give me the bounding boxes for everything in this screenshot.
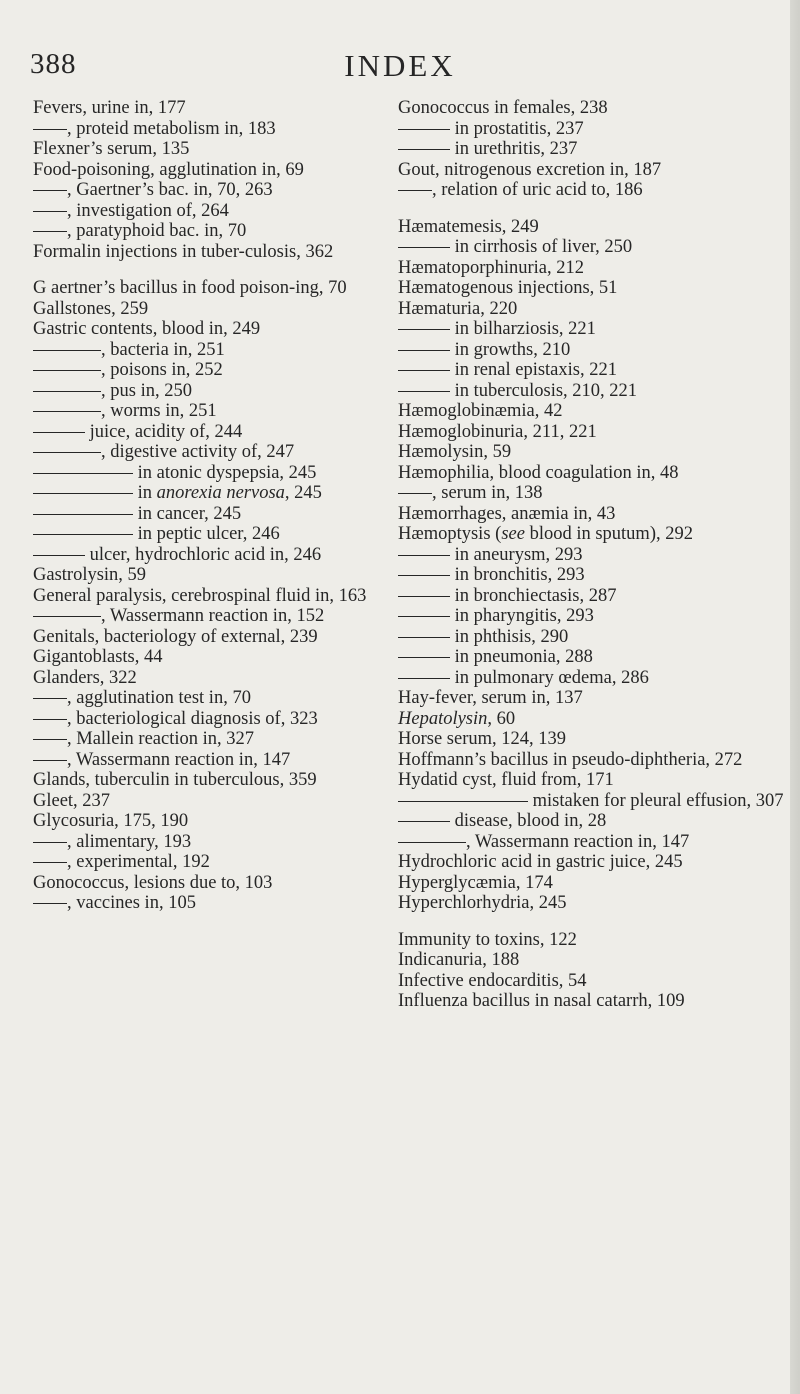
ditto-dash [398,801,528,802]
section-gap [398,201,790,217]
entry-text: in cirrhosis of liver, 250 [450,237,633,257]
ditto-dash [398,129,450,130]
index-entry [398,791,790,812]
ditto-dash [33,370,101,371]
entry-text: in pneumonia, 288 [450,647,593,667]
entry-italic-text: anorexia nervosa [156,483,285,503]
entry-italic-text: see [501,524,525,544]
entry-text: Hæmoglobinæmia, 42 [398,401,563,421]
index-entry [33,221,388,242]
index-entry [398,237,790,258]
entry-text: Gastric contents, blood in, 249 [33,319,261,339]
index-entry [398,565,790,586]
ditto-dash [33,211,67,212]
index-entry [398,709,790,730]
index-entry [398,991,790,1012]
entry-text: in bronchitis, 293 [450,565,585,585]
index-entry [33,565,388,586]
entry-text: Gout, nitrogenous excretion in, 187 [398,159,662,180]
entry-text: , vaccines in, 105 [67,893,196,913]
entry-text: Fevers, urine in, 177 [33,98,186,118]
entry-text: ulcer, hydrochloric acid in, 246 [85,544,322,565]
ditto-dash [398,149,450,150]
entry-text: , Gaertner’s bac. in, 70, 263 [67,180,273,200]
index-entry [398,180,790,201]
index-entry [398,971,790,992]
index-entry [398,524,790,545]
index-column-right [398,98,790,1012]
entry-text: Hæmophilia, blood coagulation in, 48 [398,462,679,483]
index-entry [398,930,790,951]
ditto-dash [33,432,85,433]
entry-text: in pulmonary œdema, 286 [450,667,649,688]
index-entry [33,180,388,201]
entry-text: Genitals, bacteriology of external, 239 [33,626,318,647]
entry-text: , proteid metabolism in, 183 [67,118,276,139]
section-gap [33,262,388,278]
index-entry [33,201,388,222]
index-entry [398,950,790,971]
index-entry [398,139,790,160]
entry-text: , bacteria in, 251 [101,339,225,360]
ditto-dash [398,555,450,556]
index-entry [33,483,388,504]
ditto-dash [398,190,432,191]
entry-text: in [133,483,157,503]
entry-text: in tuberculosis, 210, 221 [450,380,638,401]
page-edge [790,0,800,1394]
index-entry [398,360,790,381]
entry-text: Glycosuria, 175, 190 [33,811,189,831]
ditto-dash [398,247,450,248]
index-entry [398,647,790,668]
index-entry [398,729,790,750]
index-entry [33,442,388,463]
index-entry [33,647,388,668]
index-entry [33,98,388,119]
entry-text: in prostatitis, 237 [450,118,584,139]
index-entry [398,873,790,894]
entry-text: , pus in, 250 [101,380,192,401]
index-entry [398,688,790,709]
index-entry [33,242,388,263]
index-entry [33,709,388,730]
entry-text: Formalin injections in tuber-culosis, 362 [33,241,334,262]
ditto-dash [398,616,450,617]
entry-text: Gonococcus in females, 238 [398,98,608,118]
index-entry [398,893,790,914]
index-entry [33,770,388,791]
entry-italic-text: Hepatolysin [398,708,488,729]
entry-text: Horse serum, 124, 139 [398,729,567,749]
index-entry [33,668,388,689]
entry-text: Gleet, 237 [33,790,111,811]
index-entry [398,258,790,279]
index-entry [398,340,790,361]
ditto-dash [33,616,101,617]
index-entry [398,770,790,791]
index-entry [398,750,790,771]
index-entry [33,401,388,422]
entry-text: Hyperglycæmia, 174 [398,872,553,893]
entry-text: Gigantoblasts, 44 [33,647,163,667]
entry-text: Hæmolysin, 59 [398,442,512,462]
entry-text: , alimentary, 193 [67,831,192,852]
entry-text: juice, acidity of, 244 [85,421,243,442]
entry-text: , Wassermann reaction in, 152 [101,606,325,626]
index-entry [33,791,388,812]
ditto-dash [398,329,450,330]
entry-text: Influenza bacillus in nasal catarrh, 109 [398,991,685,1011]
ditto-dash [33,411,101,412]
index-entry [33,750,388,771]
entry-text: Hydatid cyst, fluid from, 171 [398,770,614,790]
index-entry [33,278,388,299]
index-entry [398,627,790,648]
ditto-dash [398,596,450,597]
entry-text: , 60 [487,708,516,729]
index-entry [33,586,388,607]
index-entry [33,119,388,140]
index-entry [33,381,388,402]
ditto-dash [33,231,67,232]
entry-text: , Wassermann reaction in, 147 [466,831,690,852]
index-entry [398,442,790,463]
index-entry [398,606,790,627]
index-entry [33,832,388,853]
index-entry [33,524,388,545]
index-entry [33,811,388,832]
index-entry [33,606,388,627]
ditto-dash [33,129,67,130]
entry-text: Hæmatogenous injections, 51 [398,278,618,298]
entry-text: Hyperchlorhydria, 245 [398,893,567,913]
entry-text: blood in sputum), 292 [524,524,693,544]
ditto-dash [33,698,67,699]
entry-text: , Mallein reaction in, 327 [67,729,255,749]
entry-text: in bronchiectasis, 287 [450,585,617,606]
entry-text: , agglutination test in, 70 [67,688,251,708]
ditto-dash [398,657,450,658]
ditto-dash [398,821,450,822]
index-entry [33,463,388,484]
ditto-dash [33,862,67,863]
ditto-dash [398,842,466,843]
index-entry [33,319,388,340]
ditto-dash [33,514,133,515]
index-entry [398,422,790,443]
entry-text: Infective endocarditis, 54 [398,970,587,991]
entry-text: Glanders, 322 [33,667,137,688]
index-column-left [33,98,388,914]
running-head: INDEX [344,48,456,83]
index-entry [33,545,388,566]
ditto-dash [33,473,133,474]
ditto-dash [33,555,85,556]
index-entry [398,119,790,140]
ditto-dash [398,370,450,371]
index-entry [33,688,388,709]
index-entry [33,729,388,750]
entry-text: Hæmoptysis ( [398,524,502,544]
ditto-dash [398,637,450,638]
entry-text: , Wassermann reaction in, 147 [67,749,291,770]
index-entry [398,381,790,402]
entry-text: in phthisis, 290 [450,626,569,647]
entry-text: Hæmatoporphinuria, 212 [398,257,585,278]
entry-text: in peptic ulcer, 246 [133,524,280,544]
entry-text: Immunity to toxins, 122 [398,929,577,950]
index-entry [398,852,790,873]
ditto-dash [398,350,450,351]
index-entry [398,319,790,340]
entry-text: , worms in, 251 [101,401,217,421]
index-entry [33,893,388,914]
ditto-dash [33,739,67,740]
entry-text: in urethritis, 237 [450,139,578,159]
index-entry [33,340,388,361]
index-entry [398,160,790,181]
index-entry [33,360,388,381]
index-entry [398,483,790,504]
index-entry [398,299,790,320]
ditto-dash [33,493,133,494]
entry-text: in aneurysm, 293 [450,544,583,565]
index-entry [33,422,388,443]
index-entry [33,852,388,873]
page-number: 388 [30,48,77,80]
entry-text: , paratyphoid bac. in, 70 [67,221,247,241]
index-entry [398,401,790,422]
entry-text: , poisons in, 252 [101,360,223,380]
entry-text: , 245 [284,483,322,503]
index-entry [398,278,790,299]
entry-text: in renal epistaxis, 221 [450,360,617,380]
index-entry [398,463,790,484]
entry-text: G aertner’s bacillus in food poison-ing, 70 [33,278,347,298]
index-entry [33,873,388,894]
ditto-dash [398,493,432,494]
ditto-dash [398,391,450,392]
index-entry [398,504,790,525]
entry-text: Hæmorrhages, anæmia in, 43 [398,503,616,524]
entry-text: Gastrolysin, 59 [33,565,147,585]
entry-text: Hydrochloric acid in gastric juice, 245 [398,852,683,872]
entry-text: Hay-fever, serum in, 137 [398,688,583,708]
entry-text: General paralysis, cerebrospinal fluid in, 163 [33,585,367,606]
entry-text: in bilharziosis, 221 [450,319,596,339]
entry-text: Hæmatemesis, 249 [398,216,539,237]
entry-text: Hæmaturia, 220 [398,298,518,319]
ditto-dash [398,678,450,679]
entry-text: Gonococcus, lesions due to, 103 [33,872,273,893]
index-entry [33,139,388,160]
index-entry [398,811,790,832]
ditto-dash [33,719,67,720]
entry-text: , digestive activity of, 247 [101,442,295,462]
index-entry [33,160,388,181]
index-entry [33,627,388,648]
entry-text: Indicanuria, 188 [398,950,520,970]
index-entry [398,98,790,119]
ditto-dash [33,534,133,535]
entry-text: Hoffmann’s bacillus in pseudo-diphtheria, 272 [398,749,743,770]
index-entry [398,217,790,238]
ditto-dash [33,350,101,351]
entry-text: in atonic dyspepsia, 245 [133,462,317,483]
entry-text: in pharyngitis, 293 [450,606,594,626]
index-entry [398,668,790,689]
entry-text: Flexner’s serum, 135 [33,139,190,159]
ditto-dash [33,190,67,191]
entry-text: , experimental, 192 [67,852,210,872]
entry-text: Hæmoglobinuria, 211, 221 [398,421,597,442]
entry-text: mistaken for pleural effusion, 307 [528,790,784,811]
ditto-dash [33,903,67,904]
ditto-dash [33,452,101,453]
index-entry [398,832,790,853]
index-entry [398,586,790,607]
entry-text: disease, blood in, 28 [450,811,607,831]
entry-text: Gallstones, 259 [33,298,149,319]
index-entry [33,504,388,525]
ditto-dash [33,842,67,843]
entry-text: , investigation of, 264 [67,200,229,221]
entry-text: , serum in, 138 [432,483,543,503]
entry-text: in growths, 210 [450,339,571,360]
section-gap [398,914,790,930]
ditto-dash [33,391,101,392]
ditto-dash [33,760,67,761]
entry-text: Glands, tuberculin in tuberculous, 359 [33,770,317,790]
index-entry [398,545,790,566]
entry-text: , bacteriological diagnosis of, 323 [67,708,318,729]
index-entry [33,299,388,320]
entry-text: Food-poisoning, agglutination in, 69 [33,159,304,180]
entry-text: , relation of uric acid to, 186 [432,180,643,200]
entry-text: in cancer, 245 [133,503,242,524]
ditto-dash [398,575,450,576]
